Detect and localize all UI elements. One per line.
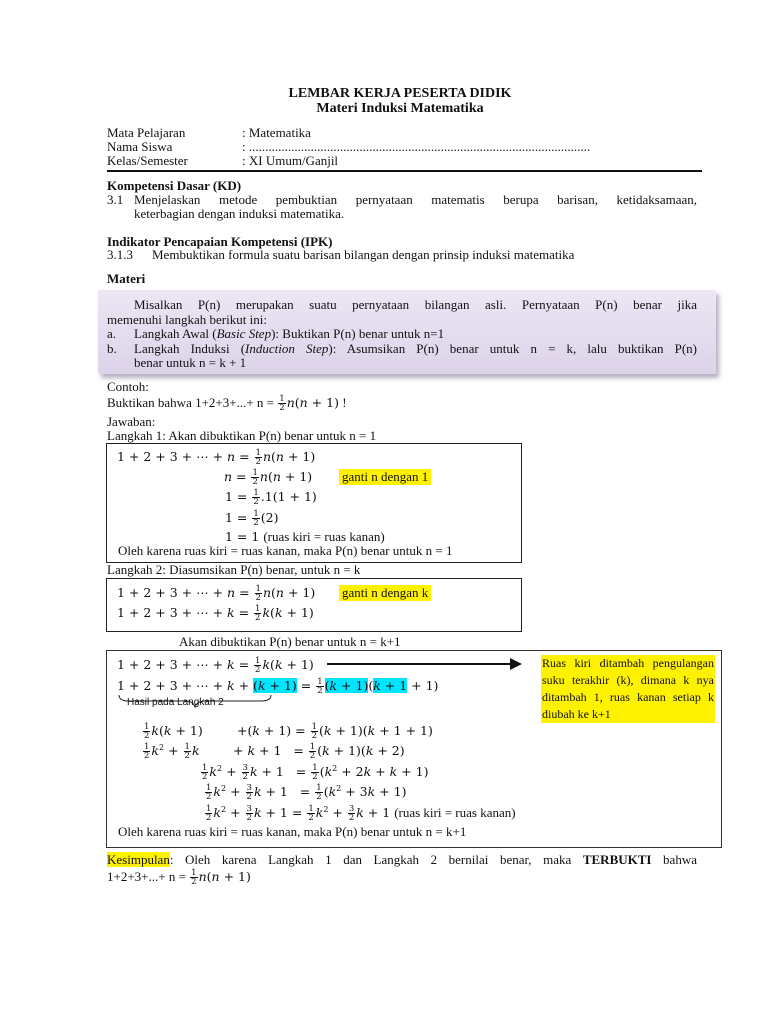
step3-eq-5: $\frac{1}{2}$ $k^2$ + $\frac{3}{2}$ k + 1 = $\frac{1}{2}$ $(k^2 + 2k + k + 1)$ [202, 763, 429, 783]
step3-eq-7: $\frac{1}{2}$ $k^2$ + $\frac{3}{2}$ k + 1 = $\frac{1}{2}$ $k^2$ + $\frac{3}{2}$ k + 1 (ruas kiri = ruas kanan) [206, 804, 516, 824]
step3-eq-1: 1 + 2 + 3 + ⋯ + k = $\frac{1}{2}$ k(k + 1) [117, 656, 314, 675]
materi-a-text: Langkah Awal (Basic Step): Buktikan P(n) benar untuk n=1 [134, 326, 445, 341]
step2-heading: Langkah 2: Diasumsikan P(n) benar, untuk n = k [107, 562, 361, 577]
info-value-kelas: : XI Umum/Ganjil [242, 153, 339, 168]
kesimpulan-line-1: Kesimpulan: Oleh karena Langkah 1 dan Langkah 2 bernilai benar, maka TERBUKTI bahwa [107, 852, 697, 867]
step2-eq-2: 1 + 2 + 3 + ⋯ + k = $\frac{1}{2}$ k(k + 1) [117, 604, 314, 623]
info-value-mapel: : Matematika [242, 125, 311, 140]
step1-note-highlight: ganti n dengan 1 [339, 469, 431, 485]
kd-line-1: Menjelaskan metode pembuktian pernyataan matematis berupa barisan, ketidaksamaan, [134, 192, 697, 207]
step3-eq-2: 1 + 2 + 3 + ⋯ + k + (k + 1) = $\frac{1}{2}$ (k + 1)(k + 1 + 1) [117, 677, 439, 696]
step3-eq-3a: $\frac{1}{2}$ k(k + 1) [144, 722, 203, 741]
step1-conclusion: Oleh karena ruas kiri = ruas kanan, maka P(n) benar untuk n = 1 [118, 543, 453, 558]
kesimpulan-label: Kesimpulan [107, 852, 170, 867]
step2-note-highlight: ganti n dengan k [339, 585, 431, 601]
kd-line-2: keterbagian dengan induksi matematika. [134, 206, 345, 221]
contoh-label: Contoh: [107, 379, 149, 394]
materi-heading: Materi [107, 271, 146, 286]
hasil-label: Hasil pada Langkah 2 [127, 697, 224, 708]
header-divider [107, 170, 702, 172]
step1-eq-1: 1 + 2 + 3 + ⋯ + n = $\frac{1}{2}$ n(n + 1) [117, 448, 316, 467]
info-label-nama: Nama Siswa [107, 139, 173, 154]
step3-eq-6: $\frac{1}{2}$ $k^2$ + $\frac{3}{2}$ k + 1 = $\frac{1}{2}$ $(k^2 + 3k + 1)$ [206, 783, 407, 803]
ipk-text: Membuktikan formula suatu barisan bilangan dengan prinsip induksi matematika [152, 247, 575, 262]
step3-heading: Akan dibuktikan P(n) benar untuk n = k+1 [179, 634, 401, 649]
step3-eq-3b: +(k + 1) = $\frac{1}{2}$ (k + 1)(k + 1 + 1) [237, 722, 433, 741]
materi-intro-2: memenuhi langkah berikut ini: [107, 312, 267, 327]
step1-eq-2: n = $\frac{1}{2}$ n(n + 1) [224, 468, 313, 487]
arrow-head-icon [510, 658, 522, 670]
kd-number: 3.1 [107, 192, 124, 207]
contoh-prove: Buktikan bahwa 1+2+3+...+ n = $\frac{1}{2}$ n(n + 1) ! [107, 394, 347, 413]
info-label-kelas: Kelas/Semester [107, 153, 188, 168]
kd-heading: Kompetensi Dasar (KD) [107, 178, 242, 193]
step1-eq-5: 1 = 1 (ruas kiri = ruas kanan) [225, 529, 385, 544]
side-note-highlight: Ruas kiri ditambah pengulangan suku terakhir (k), dimana k nya ditambah 1, ruas kanan setiap k diubah ke k+1 [542, 656, 714, 721]
materi-intro-1: Misalkan P(n) merupakan suatu pernyataan bilangan asli. Pernyataan P(n) benar jika [134, 297, 697, 312]
info-label-mapel: Mata Pelajaran [107, 125, 186, 140]
info-value-nama[interactable]: : ......................................................................................................... [242, 139, 591, 154]
jawaban-label: Jawaban: [107, 414, 156, 429]
step1-heading: Langkah 1: Akan dibuktikan P(n) benar untuk n = 1 [107, 428, 377, 443]
materi-b-label: b. [107, 341, 117, 356]
step1-eq-3: 1 = $\frac{1}{2}$ .1(1 + 1) [225, 488, 317, 507]
kesimpulan-line-2: 1+2+3+...+ n = $\frac{1}{2}$ n(n + 1) [107, 868, 251, 887]
step3-conclusion: Oleh karena ruas kiri = ruas kanan, maka P(n) benar untuk n = k+1 [118, 824, 467, 839]
materi-b-line2: benar untuk n = k + 1 [134, 355, 247, 370]
page-subtitle: Materi Induksi Matematika [316, 101, 484, 116]
step3-eq-4a: $\frac{1}{2}$ $k^2$ + $\frac{1}{2}$ k [144, 742, 200, 762]
step3-eq-4b: + k + 1 = $\frac{1}{2}$ (k + 1)(k + 2) [233, 742, 405, 761]
materi-a-label: a. [107, 326, 117, 341]
ipk-heading: Indikator Pencapaian Kompetensi (IPK) [107, 234, 333, 249]
arrow-line [327, 663, 511, 665]
page-title: LEMBAR KERJA PESERTA DIDIK [288, 86, 512, 101]
materi-b-text: Langkah Induksi (Induction Step): Asumsikan P(n) benar untuk n = k, lalu buktikan P(n) [134, 341, 697, 356]
ipk-number: 3.1.3 [107, 247, 133, 262]
step2-eq-1: 1 + 2 + 3 + ⋯ + n = $\frac{1}{2}$ n(n + 1) [117, 584, 316, 603]
step1-eq-4: 1 = $\frac{1}{2}$ (2) [225, 509, 279, 528]
